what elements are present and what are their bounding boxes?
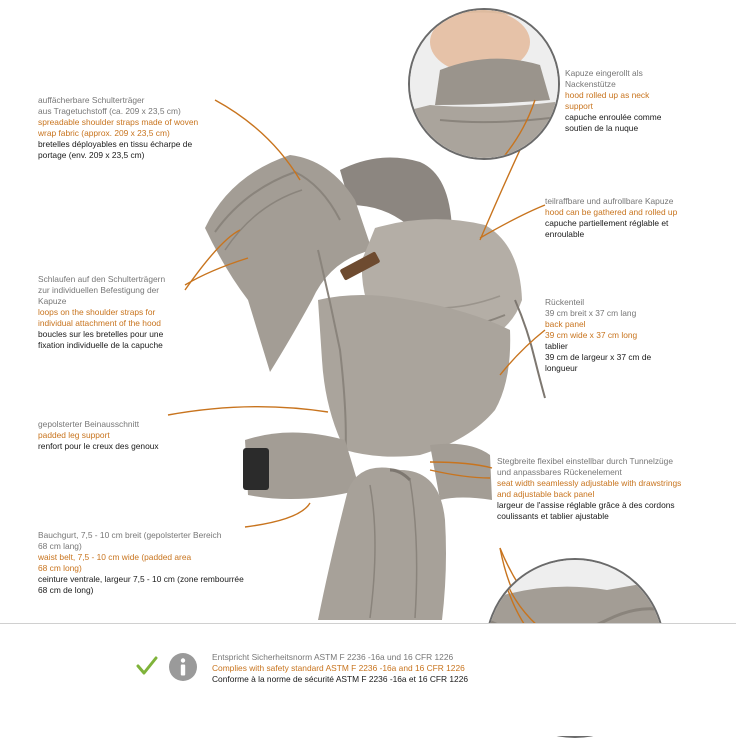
belt-buckle — [243, 448, 269, 490]
label-hood-loops: Schlaufen auf den Schulterträgern zur individuellen Befestigung der Kapuze loops on the shoulder straps for individual attachment of the hood boucles sur les bretelles pour une fixation individuelle de la capuche — [38, 274, 166, 350]
label-back-panel: Rückenteil 39 cm breit x 37 cm lang back panel 39 cm wide x 37 cm long tablier 39 cm de largeur x 37 cm de longueur — [545, 297, 652, 373]
safety-standard-text: Entspricht Sicherheitsnorm ASTM F 2236 -16a und 16 CFR 1226 Complies with safety standard ASTM F 2236 -16a and 16 CFR 1226 Conforme à la norme de sécurité ASTM F 2236 -16a et 16 CFR 1226 — [212, 652, 469, 684]
info-icon — [168, 652, 198, 682]
label-shoulder-straps: auffächerbare Schulterträger aus Tragetuchstoff (ca. 209 x 23,5 cm) spreadable shoulder straps made of woven wrap fabric (approx. 209 x 23,5 cm) bretelles déployables en tissu écharpe de portage (env. 209 x 23,5 cm) — [38, 95, 199, 160]
label-neck-support: Kapuze eingerollt als Nackenstütze hood rolled up as neck support capuche enroulée comme soutien de la nuque — [565, 68, 662, 133]
check-icon — [136, 655, 158, 677]
back-panel — [318, 295, 510, 457]
hood-drawstring — [515, 300, 545, 398]
label-hood: teilraffbare und aufrollbare Kapuze hood can be gathered and rolled up capuche partiellement réglable et enroulable — [545, 196, 678, 239]
label-waist-belt: Bauchgurt, 7,5 - 10 cm breit (gepolsterter Bereich 68 cm lang) waist belt, 7,5 - 10 cm wide (padded area 68 cm long) ceinture ventrale, largeur 7,5 - 10 cm (zone rembourrée 68 cm de long) — [38, 530, 244, 595]
label-seat-width: Stegbreite flexibel einstellbar durch Tunnelzüge und anpassbares Rückenelement seat width seamlessly adjustable with drawstrings and adjustable back panel largeur de l'assise réglable grâce à des cordons coulissants et tablier ajustable — [497, 456, 682, 521]
inset-neck-support — [408, 8, 560, 160]
label-leg-support: gepolsterter Beinausschnitt padded leg support renfort pour le creux des genoux — [38, 419, 159, 451]
